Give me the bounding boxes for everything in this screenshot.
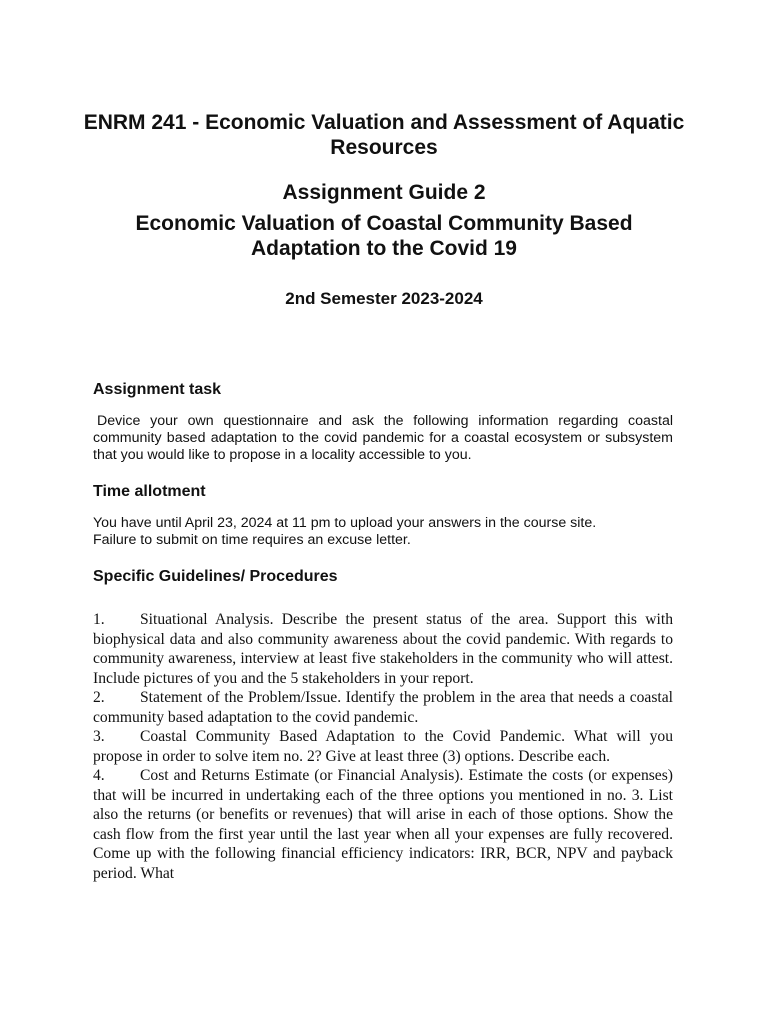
guideline-text: Cost and Returns Estimate (or Financial Analysis). Estimate the costs (or expenses) that will be incurred in undertaking each of the three options you mentioned in no. 3. List also the returns (or benefits or revenues) that will arise in each of those options. Show the cash flow from the first year until the last year when all your expenses are fully recovered. Come up with the following financial efficiency indicators: IRR, BCR, NPV and payback period. What xyxy=(93,767,673,882)
guideline-number: 4. xyxy=(93,767,105,784)
guideline-text: Statement of the Problem/Issue. Identify the problem in the area that needs a coastal community based adaptation to the covid pandemic. xyxy=(93,689,673,726)
guideline-item xyxy=(93,688,673,727)
assignment-task-heading: Assignment task xyxy=(93,381,222,398)
guide-title: Assignment Guide 2 xyxy=(282,181,486,204)
guideline-item xyxy=(93,727,673,766)
assignment-task-body: Device your own questionnaire and ask the following information regarding coastal community based adaptation to the covid pandemic for a coastal ecosystem or subsystem that you would like to propose in a locality accessible to you. xyxy=(93,413,673,463)
semester-label: 2nd Semester 2023-2024 xyxy=(285,289,483,308)
time-allotment-body xyxy=(93,515,673,549)
guideline-item xyxy=(93,610,673,688)
topic-title: Economic Valuation of Coastal Community Based Adaptation to the Covid 19 xyxy=(135,212,633,260)
guideline-number: 3. xyxy=(93,728,105,745)
guidelines-list xyxy=(93,610,673,883)
guideline-number: 1. xyxy=(93,611,105,628)
guideline-item xyxy=(93,766,673,883)
guideline-text: Situational Analysis. Describe the present status of the area. Support this with biophysical data and also community awareness about the covid pandemic. With regards to community awareness, interview at least five stakeholders in the community who will attest. Include pictures of you and the 5 stakeholders in your report. xyxy=(93,611,673,687)
guidelines-heading: Specific Guidelines/ Procedures xyxy=(93,568,338,585)
time-allotment-deadline: You have until April 23, 2024 at 11 pm to upload your answers in the course site. xyxy=(93,515,597,531)
course-title: ENRM 241 - Economic Valuation and Assessment of Aquatic Resources xyxy=(83,111,685,159)
time-allotment-late-policy: Failure to submit on time requires an excuse letter. xyxy=(93,532,411,548)
guideline-number: 2. xyxy=(93,689,105,706)
time-allotment-heading: Time allotment xyxy=(93,483,206,500)
guideline-text: Coastal Community Based Adaptation to the Covid Pandemic. What will you propose in order to solve item no. 2? Give at least three (3) options. Describe each. xyxy=(93,728,673,765)
